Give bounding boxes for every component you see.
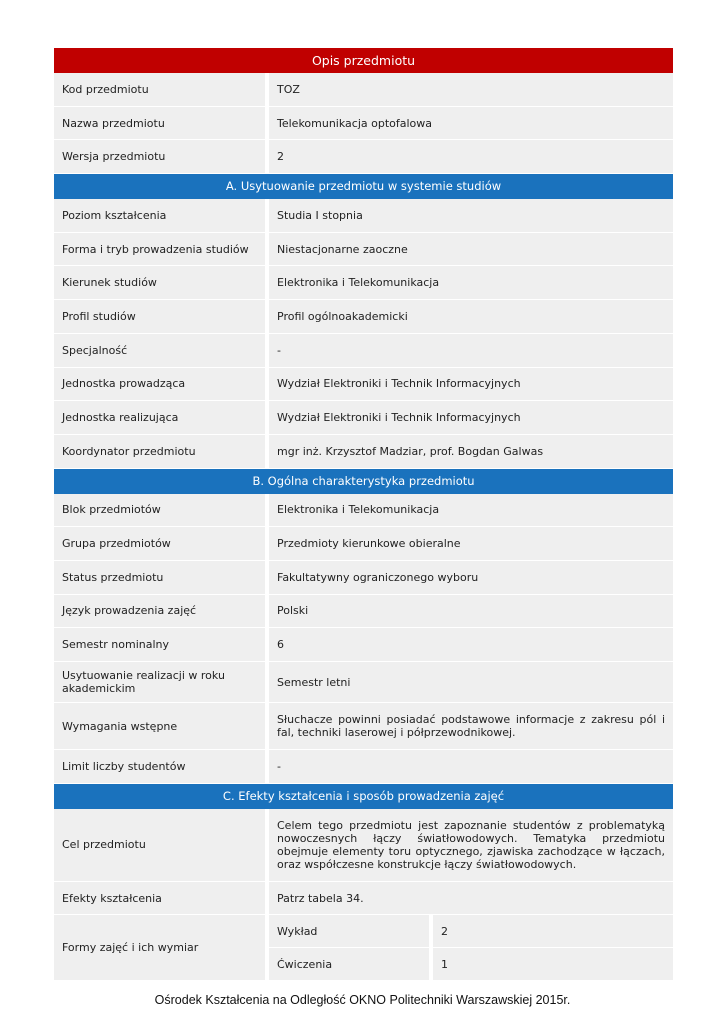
page-title: Opis przedmiotu (54, 48, 673, 73)
class-form-row (269, 915, 673, 947)
row-value: Patrz tabela 34. (269, 882, 673, 915)
row-label: Koordynator przedmiotu (54, 435, 265, 468)
table-row (54, 300, 673, 334)
row-value: - (269, 334, 673, 367)
table-row (54, 809, 673, 882)
table-row (54, 435, 673, 469)
row-label: Wersja przedmiotu (54, 140, 265, 173)
row-value: Celem tego przedmiotu jest zapoznanie studentów z problematyką nowoczesnych łączy światłowodowych. Tematyka przedmiotu obejmuje elementy toru optycznego, zjawiska zachodzące w łączach, oraz współczesne konstrukcje łączy światłowodowych. (269, 809, 673, 881)
row-label: Efekty kształcenia (54, 882, 265, 915)
row-value: Profil ogólnoakademicki (269, 300, 673, 333)
row-label: Poziom kształcenia (54, 199, 265, 232)
table-row (54, 334, 673, 368)
row-label: Limit liczby studentów (54, 750, 265, 783)
course-description-table (54, 48, 673, 981)
row-label: Grupa przedmiotów (54, 527, 265, 560)
class-form-name: Ćwiczenia (269, 948, 429, 980)
table-row (54, 915, 673, 981)
row-value: Semestr letni (269, 662, 673, 702)
row-value: Studia I stopnia (269, 199, 673, 232)
table-row (54, 662, 673, 703)
table-row (54, 628, 673, 662)
row-value: Niestacjonarne zaoczne (269, 233, 673, 266)
row-value: Wydział Elektroniki i Technik Informacyjnych (269, 368, 673, 401)
row-value: Słuchacze powinni posiadać podstawowe informacje z zakresu pól i fal, techniki laserowej i półprzewodnikowej. (269, 703, 673, 749)
row-label: Formy zajęć i ich wymiar (54, 915, 265, 980)
table-row (54, 368, 673, 402)
class-form-row (269, 948, 673, 980)
table-row (54, 233, 673, 267)
row-label: Cel przedmiotu (54, 809, 265, 881)
section-c-header: C. Efekty kształcenia i sposób prowadzenia zajęć (54, 784, 673, 809)
row-value: mgr inż. Krzysztof Madziar, prof. Bogdan Galwas (269, 435, 673, 468)
table-row (54, 882, 673, 916)
class-form-name: Wykład (269, 915, 429, 947)
table-row (54, 140, 673, 174)
table-row (54, 561, 673, 595)
row-value: TOZ (269, 73, 673, 106)
page-footer: Ośrodek Kształcenia na Odległość OKNO Politechniki Warszawskiej 2015r. (154, 993, 571, 1007)
table-row (54, 527, 673, 561)
table-row (54, 401, 673, 435)
row-label: Język prowadzenia zajęć (54, 595, 265, 628)
row-value: - (269, 750, 673, 783)
row-label: Nazwa przedmiotu (54, 107, 265, 140)
row-value: Fakultatywny ograniczonego wyboru (269, 561, 673, 594)
table-row (54, 750, 673, 784)
table-row (54, 107, 673, 141)
table-row (54, 199, 673, 233)
row-value: Telekomunikacja optofalowa (269, 107, 673, 140)
row-label: Profil studiów (54, 300, 265, 333)
class-forms-subtable (269, 915, 673, 980)
row-label: Jednostka prowadząca (54, 368, 265, 401)
table-row (54, 703, 673, 750)
row-label: Blok przedmiotów (54, 494, 265, 527)
row-label: Forma i tryb prowadzenia studiów (54, 233, 265, 266)
row-label: Jednostka realizująca (54, 401, 265, 434)
table-row (54, 494, 673, 528)
row-label: Status przedmiotu (54, 561, 265, 594)
section-a-header: A. Usytuowanie przedmiotu w systemie studiów (54, 174, 673, 199)
table-row (54, 595, 673, 629)
table-row (54, 266, 673, 300)
row-label: Semestr nominalny (54, 628, 265, 661)
row-value: 2 (269, 140, 673, 173)
row-value: Elektronika i Telekomunikacja (269, 494, 673, 527)
row-label: Specjalność (54, 334, 265, 367)
section-b-header: B. Ogólna charakterystyka przedmiotu (54, 469, 673, 494)
table-row (54, 73, 673, 107)
row-value: 6 (269, 628, 673, 661)
row-value: Wydział Elektroniki i Technik Informacyjnych (269, 401, 673, 434)
row-value: Elektronika i Telekomunikacja (269, 266, 673, 299)
row-label: Kierunek studiów (54, 266, 265, 299)
row-label: Usytuowanie realizacji w roku akademickim (54, 662, 265, 702)
row-value: Przedmioty kierunkowe obieralne (269, 527, 673, 560)
row-label: Kod przedmiotu (54, 73, 265, 106)
row-value: Polski (269, 595, 673, 628)
class-form-hours: 2 (433, 915, 673, 947)
row-label: Wymagania wstępne (54, 703, 265, 749)
class-form-hours: 1 (433, 948, 673, 980)
